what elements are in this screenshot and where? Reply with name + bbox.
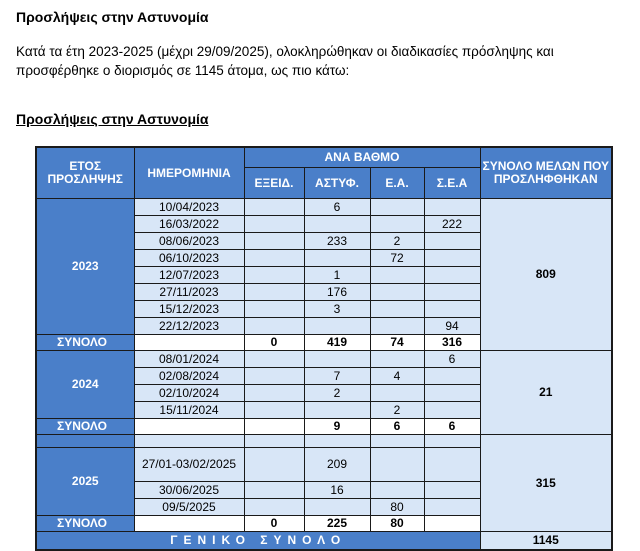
value-cell: 4 bbox=[370, 368, 424, 385]
value-cell bbox=[370, 216, 424, 233]
header-rank-sea: Σ.Ε.Α bbox=[424, 168, 480, 199]
group-total-cell: 809 bbox=[480, 199, 612, 351]
value-cell bbox=[244, 250, 304, 267]
value-cell bbox=[370, 482, 424, 499]
value-cell bbox=[424, 368, 480, 385]
value-cell: 222 bbox=[424, 216, 480, 233]
value-cell bbox=[424, 301, 480, 318]
value-cell bbox=[244, 499, 304, 516]
value-cell bbox=[304, 216, 370, 233]
value-cell bbox=[424, 402, 480, 419]
value-cell bbox=[370, 199, 424, 216]
value-cell bbox=[424, 499, 480, 516]
value-cell bbox=[424, 448, 480, 482]
value-cell bbox=[244, 233, 304, 250]
header-rank-ea: Ε.Α. bbox=[370, 168, 424, 199]
date-cell: 27/11/2023 bbox=[134, 284, 244, 301]
sum-cell: 225 bbox=[304, 516, 370, 532]
date-cell: 02/10/2024 bbox=[134, 385, 244, 402]
value-cell bbox=[244, 402, 304, 419]
header-rank-astyf: ΑΣΤΥΦ. bbox=[304, 168, 370, 199]
gap-cell bbox=[424, 435, 480, 448]
date-cell: 08/06/2023 bbox=[134, 233, 244, 250]
grand-total-row bbox=[36, 532, 612, 551]
value-cell bbox=[244, 351, 304, 368]
date-cell: 15/12/2023 bbox=[134, 301, 244, 318]
recruitment-table bbox=[35, 146, 613, 551]
year-cell: 2023 bbox=[36, 199, 134, 335]
sum-cell: 74 bbox=[370, 335, 424, 351]
header-year: ΕΤΟΣ ΠΡΟΣΛΗΨΗΣ bbox=[36, 147, 134, 199]
intro-paragraph: Κατά τα έτη 2023-2025 (μέχρι 29/09/2025), ολοκληρώθηκαν οι διαδικασίες πρόσληψης και προσφέρθηκε ο διορισμός σε 1145 άτομα, ως πιο κάτω: bbox=[16, 44, 554, 78]
header-total-members: ΣΥΝΟΛΟ ΜΕΛΩΝ ΠΟΥ ΠΡΟΣΛΗΦΘΗΚΑΝ bbox=[480, 147, 612, 199]
sum-cell: 6 bbox=[370, 419, 424, 435]
value-cell bbox=[370, 267, 424, 284]
value-cell bbox=[244, 368, 304, 385]
value-cell: 2 bbox=[304, 385, 370, 402]
value-cell bbox=[370, 301, 424, 318]
gap-cell bbox=[370, 435, 424, 448]
value-cell: 2 bbox=[370, 233, 424, 250]
sum-cell bbox=[244, 419, 304, 435]
table-title: Προσλήψεις στην Αστυνομία bbox=[16, 111, 209, 127]
grand-total-label: ΓΕΝΙΚΟ ΣΥΝΟΛΟ bbox=[36, 532, 480, 551]
value-cell bbox=[424, 482, 480, 499]
value-cell bbox=[370, 385, 424, 402]
date-cell: 12/07/2023 bbox=[134, 267, 244, 284]
value-cell: 7 bbox=[304, 368, 370, 385]
value-cell bbox=[244, 284, 304, 301]
value-cell bbox=[424, 250, 480, 267]
value-cell bbox=[244, 301, 304, 318]
value-cell bbox=[304, 318, 370, 335]
sum-cell: 0 bbox=[244, 516, 304, 532]
date-cell: 08/01/2024 bbox=[134, 351, 244, 368]
value-cell bbox=[370, 448, 424, 482]
sum-label: ΣΥΝΟΛΟ bbox=[36, 419, 134, 435]
date-cell: 27/01-03/02/2025 bbox=[134, 448, 244, 482]
header-rank-exeid: ΕΞΕΙΔ. bbox=[244, 168, 304, 199]
value-cell bbox=[370, 351, 424, 368]
year-cell: 2024 bbox=[36, 351, 134, 419]
grand-total-value: 1145 bbox=[480, 532, 612, 551]
page-title: Προσλήψεις στην Αστυνομία bbox=[16, 9, 209, 25]
value-cell: 233 bbox=[304, 233, 370, 250]
sum-cell: 419 bbox=[304, 335, 370, 351]
sum-spacer bbox=[134, 335, 244, 351]
value-cell: 176 bbox=[304, 284, 370, 301]
value-cell bbox=[304, 402, 370, 419]
value-cell: 94 bbox=[424, 318, 480, 335]
gap-cell bbox=[134, 435, 244, 448]
value-cell bbox=[244, 482, 304, 499]
date-cell: 30/06/2025 bbox=[134, 482, 244, 499]
value-cell bbox=[244, 385, 304, 402]
sum-cell: 80 bbox=[370, 516, 424, 532]
value-cell bbox=[370, 284, 424, 301]
header-date: ΗΜΕΡΟΜΗΝΙΑ bbox=[134, 147, 244, 199]
value-cell bbox=[244, 199, 304, 216]
value-cell: 72 bbox=[370, 250, 424, 267]
sum-spacer bbox=[134, 419, 244, 435]
sum-cell: 316 bbox=[424, 335, 480, 351]
date-cell: 16/03/2022 bbox=[134, 216, 244, 233]
value-cell bbox=[424, 267, 480, 284]
value-cell bbox=[370, 318, 424, 335]
value-cell: 6 bbox=[304, 199, 370, 216]
gap-year bbox=[36, 435, 134, 448]
table-row bbox=[36, 351, 612, 368]
group-total-cell: 315 bbox=[480, 435, 612, 532]
date-cell: 22/12/2023 bbox=[134, 318, 244, 335]
value-cell: 209 bbox=[304, 448, 370, 482]
sum-cell bbox=[424, 516, 480, 532]
date-cell: 02/08/2024 bbox=[134, 368, 244, 385]
sum-spacer bbox=[134, 516, 244, 532]
value-cell: 1 bbox=[304, 267, 370, 284]
sum-cell: 0 bbox=[244, 335, 304, 351]
value-cell bbox=[424, 284, 480, 301]
value-cell bbox=[244, 216, 304, 233]
header-by-rank: ΑΝΑ ΒΑΘΜΟ bbox=[244, 147, 480, 168]
sum-label: ΣΥΝΟΛΟ bbox=[36, 335, 134, 351]
gap-cell bbox=[244, 435, 304, 448]
date-cell: 10/04/2023 bbox=[134, 199, 244, 216]
table-row bbox=[36, 199, 612, 216]
value-cell bbox=[304, 250, 370, 267]
value-cell: 3 bbox=[304, 301, 370, 318]
value-cell bbox=[244, 318, 304, 335]
value-cell bbox=[304, 499, 370, 516]
date-cell: 06/10/2023 bbox=[134, 250, 244, 267]
year-cell: 2025 bbox=[36, 448, 134, 516]
value-cell bbox=[424, 385, 480, 402]
value-cell bbox=[244, 267, 304, 284]
value-cell: 6 bbox=[424, 351, 480, 368]
gap-cell bbox=[304, 435, 370, 448]
date-cell: 15/11/2024 bbox=[134, 402, 244, 419]
value-cell bbox=[304, 351, 370, 368]
value-cell: 16 bbox=[304, 482, 370, 499]
date-cell: 09/5/2025 bbox=[134, 499, 244, 516]
group-total-cell: 21 bbox=[480, 351, 612, 435]
sum-label: ΣΥΝΟΛΟ bbox=[36, 516, 134, 532]
sum-cell: 6 bbox=[424, 419, 480, 435]
value-cell bbox=[244, 448, 304, 482]
value-cell: 80 bbox=[370, 499, 424, 516]
sum-cell: 9 bbox=[304, 419, 370, 435]
value-cell bbox=[424, 233, 480, 250]
value-cell: 2 bbox=[370, 402, 424, 419]
spacer-row bbox=[36, 435, 612, 448]
value-cell bbox=[424, 199, 480, 216]
